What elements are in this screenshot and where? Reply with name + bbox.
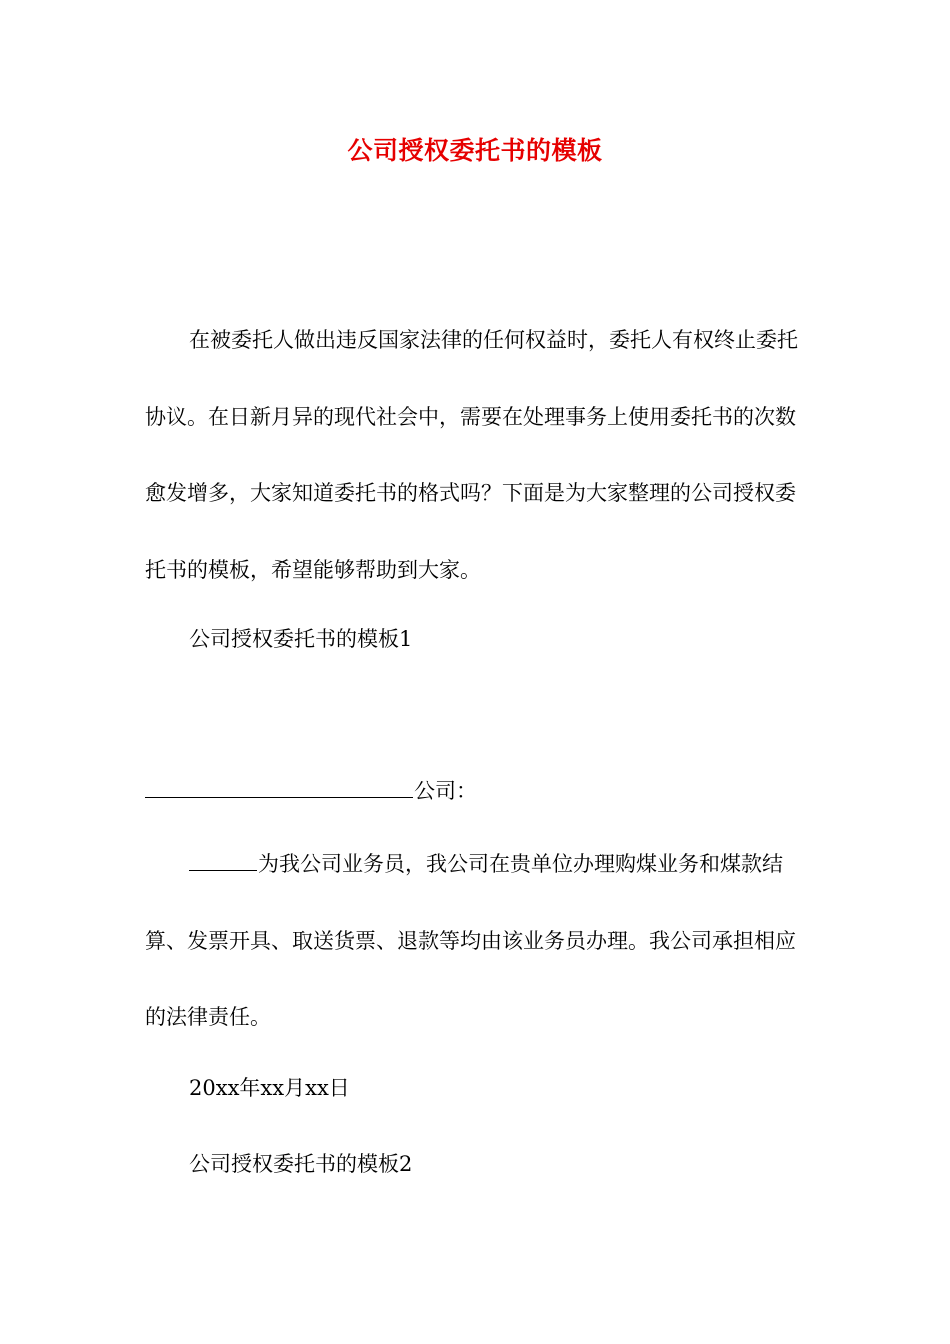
intro-paragraph: 在被委托人做出违反国家法律的任何权益时，委托人有权终止委托协议。在日新月异的现代社会中，需要在处理事务上使用委托书的次数愈发增多，大家知道委托书的格式吗？下面是为大家整理的公司授权委托书的模板，希望能够帮助到大家。	[145, 328, 798, 582]
company-name-blank	[145, 777, 413, 798]
agent-name-blank	[189, 850, 257, 871]
document-title: 公司授权委托书的模板	[347, 136, 603, 165]
section2-heading: 公司授权委托书的模板2	[189, 1152, 413, 1176]
date-line: 20xx年xx月xx日	[189, 1076, 350, 1100]
section1-heading: 公司授权委托书的模板1	[189, 627, 413, 651]
body-paragraph	[145, 826, 809, 1056]
body-text: 为我公司业务员，我公司在贵单位办理购煤业务和煤款结算、发票开具、取送货票、退款等均由该业务员办理。我公司承担相应的法律责任。	[145, 852, 796, 1029]
addressee-suffix: 公司：	[414, 779, 477, 803]
addressee-line	[145, 771, 809, 811]
